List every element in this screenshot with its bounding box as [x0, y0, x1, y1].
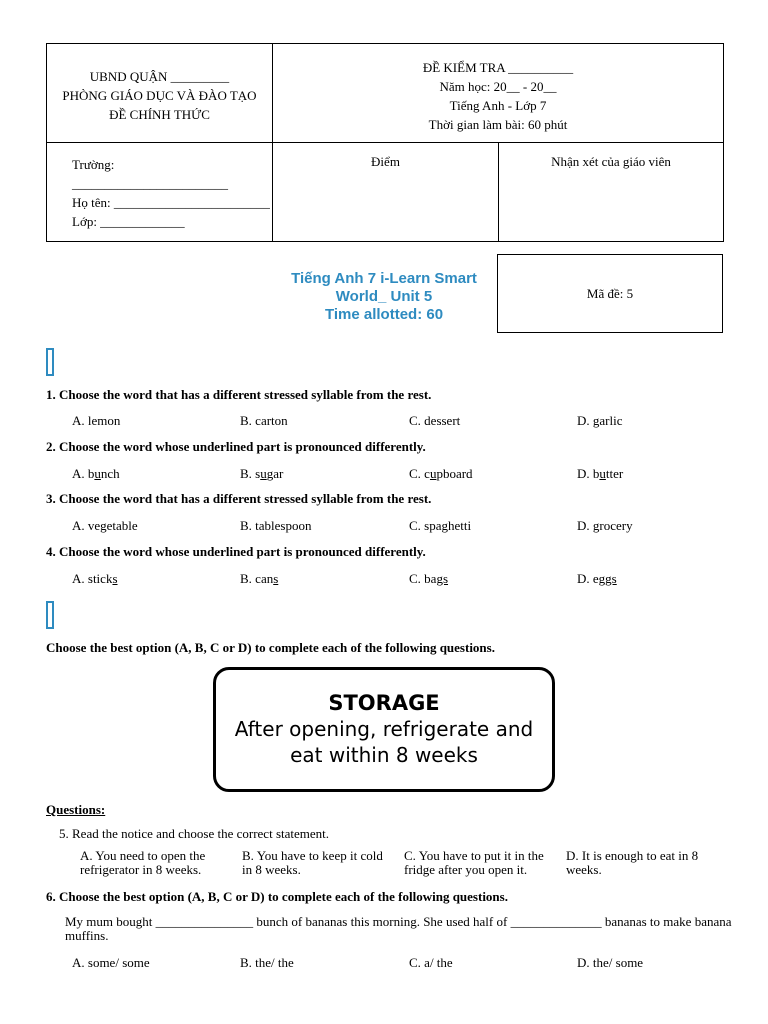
score-cell	[273, 143, 499, 242]
exam-code-box	[497, 254, 723, 333]
school-blank: ________________________	[72, 176, 228, 191]
q4-option-b: B. cans	[240, 571, 279, 586]
q5-option-c: C. You have to put it in the fridge after you open it.	[404, 848, 544, 877]
duration-line: Thời gian làm bài: 60 phút	[428, 117, 568, 132]
title-line-1: Tiếng Anh 7 i-Learn Smart	[291, 270, 477, 287]
question-5-label: 5. Read the notice and choose the correct statement.	[59, 826, 330, 841]
department-cell	[47, 44, 273, 143]
class-field: Lớp: _____________	[72, 214, 185, 229]
q4-option-c: C. bags	[409, 571, 449, 586]
question-4-label: 4. Choose the word whose underlined part is pronounced differently.	[46, 544, 426, 559]
official-line: ĐỀ CHÍNH THỨC	[109, 107, 210, 122]
q2-option-d: D. butter	[577, 466, 624, 481]
q3-option-b: B. tablespoon	[240, 518, 312, 533]
q6-option-d: D. the/ some	[577, 955, 644, 970]
exam-header-table	[46, 43, 724, 242]
subject-line: Tiếng Anh - Lớp 7	[449, 98, 547, 113]
q1-option-b: B. carton	[240, 413, 288, 428]
q6-option-a: A. some/ some	[72, 955, 150, 970]
department-line: PHÒNG GIÁO DỤC VÀ ĐÀO TẠO	[62, 88, 257, 103]
q3-option-c: C. spaghetti	[409, 518, 472, 533]
storage-notice	[213, 667, 555, 792]
q4-option-a: A. sticks	[72, 571, 118, 586]
name-field: Họ tên: ________________________	[72, 195, 270, 210]
section-bracket-icon	[46, 348, 54, 376]
q1-option-d: D. garlic	[577, 413, 623, 428]
comment-cell	[499, 143, 724, 242]
school-year-line: Năm học: 20__ - 20__	[439, 79, 557, 94]
section-2-instruction: Choose the best option (A, B, C or D) to complete each of the following questions.	[46, 640, 495, 655]
score-label: Điểm	[371, 154, 400, 169]
q2-option-c: C. cupboard	[409, 466, 473, 481]
notice-heading: STORAGE	[328, 691, 440, 715]
q2-option-b: B. sugar	[240, 466, 284, 481]
q5-option-a: A. You need to open the refrigerator in 8 weeks.	[80, 848, 206, 877]
student-info-cell	[47, 143, 273, 242]
notice-line-2: eat within 8 weeks	[290, 743, 478, 767]
title-line-2: World_ Unit 5	[335, 288, 433, 305]
q1-option-a: A. lemon	[72, 413, 121, 428]
test-title	[270, 270, 498, 324]
notice-line-1: After opening, refrigerate and	[234, 717, 534, 741]
q6-option-c: C. a/ the	[409, 955, 453, 970]
q5-option-b: B. You have to keep it cold in 8 weeks.	[242, 848, 383, 877]
q3-option-d: D. grocery	[577, 518, 633, 533]
q5-option-d: D. It is enough to eat in 8 weeks.	[566, 848, 699, 877]
questions-heading: Questions:	[46, 802, 106, 817]
exam-info-cell	[273, 44, 724, 143]
exam-title-line: ĐỀ KIỂM TRA __________	[422, 60, 574, 75]
exam-code: Mã đề: 5	[586, 286, 634, 301]
q6-option-b: B. the/ the	[240, 955, 294, 970]
district-line: UBND QUẬN _________	[89, 69, 230, 84]
question-1-label: 1. Choose the word that has a different stressed syllable from the rest.	[46, 387, 432, 402]
q3-option-a: A. vegetable	[72, 518, 138, 533]
school-field: Trường:	[72, 157, 115, 172]
question-2-label: 2. Choose the word whose underlined part is pronounced differently.	[46, 439, 426, 454]
q4-option-d: D. eggs	[577, 571, 617, 586]
q1-option-c: C. dessert	[409, 413, 461, 428]
question-3-label: 3. Choose the word that has a different stressed syllable from the rest.	[46, 491, 432, 506]
title-line-3: Time allotted: 60	[324, 306, 444, 323]
question-6-sentence: My mum bought _______________ bunch of bananas this morning. She used half of ______________ bananas to make banana muffins.	[65, 914, 732, 943]
question-6-label: 6. Choose the best option (A, B, C or D) to complete each of the following questions.	[46, 889, 508, 904]
q2-option-a: A. bunch	[72, 466, 120, 481]
section-bracket-icon-2	[46, 601, 54, 629]
comment-label: Nhận xét của giáo viên	[551, 154, 671, 169]
